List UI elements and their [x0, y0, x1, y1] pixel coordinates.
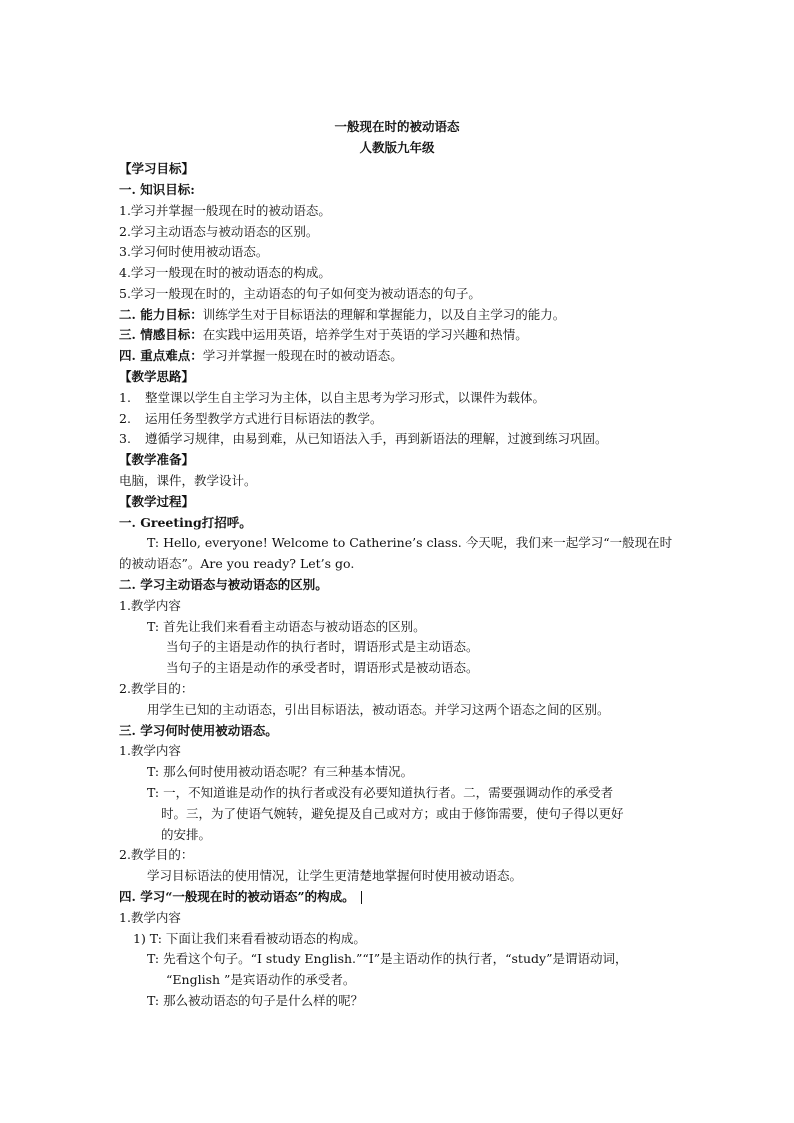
step-3-teacher-line-4: 的安排。 [161, 827, 212, 842]
emotion-goal-heading: 三. 情感目标： [119, 327, 203, 342]
ability-goal [119, 307, 565, 323]
step-2-teacher-line-3: 当句子的主语是动作的承受者时，谓语形式是被动语态。 [166, 660, 479, 675]
step-3-teacher-line-3: 时。三，为了使语气婉转，避免提及自己或对方；或由于修饰需要，使句子得以更好 [161, 806, 624, 821]
knowledge-goals-heading: 一. 知识目标: [119, 182, 195, 197]
idea-3-number: 3. [119, 431, 131, 446]
step-4-teacher-line-2: T: 先看这个句子。“I study English.”“I”是主语动作的执行者，“study”是谓语动词， [147, 951, 628, 966]
ability-goal-heading: 二. 能力目标： [119, 307, 203, 322]
ability-goal-text: 训练学生对于目标语法的理解和掌握能力，以及自主学习的能力。 [202, 307, 566, 322]
knowledge-goal-1: 1.学习并掌握一般现在时的被动语态。 [119, 203, 331, 218]
text-cursor [361, 891, 362, 904]
step-4-teacher-line-3: “English ”是宾语动作的承受者。 [166, 972, 356, 987]
step-2-teacher-line-1: T: 首先让我们来看看主动语态与被动语态的区别。 [147, 619, 426, 634]
idea-1-number: 1. [119, 390, 131, 405]
step-3-teacher-line-1: T: 那么何时使用被动语态呢？有三种基本情况。 [147, 764, 414, 779]
step-3-goal-text: 学习目标语法的使用情况，让学生更清楚地掌握何时使用被动语态。 [147, 868, 523, 883]
step-1-teacher-line-2: 的被动语态”。Are you ready? Let’s go. [119, 556, 355, 571]
document-title: 一般现在时的被动语态 [334, 119, 460, 134]
knowledge-goal-3: 3.学习何时使用被动语态。 [119, 244, 269, 259]
emotion-goal-text: 在实践中运用英语，培养学生对于英语的学习兴趣和热情。 [202, 327, 528, 342]
idea-3-text: 遵循学习规律，由易到难，从已知语法入手，再到新语法的理解，过渡到练习巩固。 [145, 431, 608, 446]
step-3-goal-label: 2.教学目的： [119, 847, 194, 862]
step-2-teacher-line-2: 当句子的主语是动作的执行者时，谓语形式是主动语态。 [166, 639, 479, 654]
step-3-content-label: 1.教学内容 [119, 743, 181, 758]
step-4-heading-text: 四. 学习“一般现在时的被动语态”的构成。 [119, 889, 355, 904]
idea-1-text: 整堂课以学生自主学习为主体，以自主思考为学习形式，以课件为载体。 [145, 390, 546, 405]
key-points-heading: 四. 重点难点： [119, 348, 203, 363]
step-1-teacher-line-1: T: Hello, everyone! Welcome to Catherine’s class. 今天呢，我们来一起学习“一般现在时 [147, 535, 673, 550]
step-2-content-label: 1.教学内容 [119, 598, 181, 613]
step-4-teacher-line-4: T: 那么被动语态的句子是什么样的呢？ [147, 993, 364, 1008]
step-4-teacher-line-1: 1) T: 下面让我们来看看被动语态的构成。 [133, 931, 366, 946]
section-process-heading: 【教学过程】 [119, 494, 195, 509]
knowledge-goal-4: 4.学习一般现在时的被动语态的构成。 [119, 265, 331, 280]
document-subtitle: 人教版九年级 [359, 140, 435, 155]
step-3-teacher-line-2: T: 一，不知道谁是动作的执行者或没有必要知道执行者。二，需要强调动作的承受者 [147, 785, 614, 800]
step-2-goal-text: 用学生已知的主动语态，引出目标语法，被动语态。并学习这两个语态之间的区别。 [147, 702, 610, 717]
step-3-heading: 三. 学习何时使用被动语态。 [119, 723, 278, 738]
step-2-goal-label: 2.教学目的： [119, 681, 194, 696]
prep-text: 电脑，课件，教学设计。 [119, 473, 257, 488]
step-4-heading [119, 889, 362, 905]
key-points [119, 348, 403, 364]
emotion-goal [119, 327, 528, 343]
section-prep-heading: 【教学准备】 [119, 452, 195, 467]
knowledge-goal-5: 5.学习一般现在时的，主动语态的句子如何变为被动语态的句子。 [119, 286, 481, 301]
idea-2-text: 运用任务型教学方式进行目标语法的教学。 [145, 411, 383, 426]
knowledge-goal-2: 2.学习主动语态与被动语态的区别。 [119, 224, 319, 239]
step-2-heading: 二. 学习主动语态与被动语态的区别。 [119, 577, 328, 592]
key-points-text: 学习并掌握一般现在时的被动语态。 [202, 348, 403, 363]
idea-2-number: 2. [119, 411, 131, 426]
step-1-heading: 一. Greeting打招呼。 [119, 515, 252, 530]
step-4-content-label: 1.教学内容 [119, 910, 181, 925]
section-objectives-heading: 【学习目标】 [119, 161, 195, 176]
section-ideas-heading: 【教学思路】 [119, 369, 195, 384]
